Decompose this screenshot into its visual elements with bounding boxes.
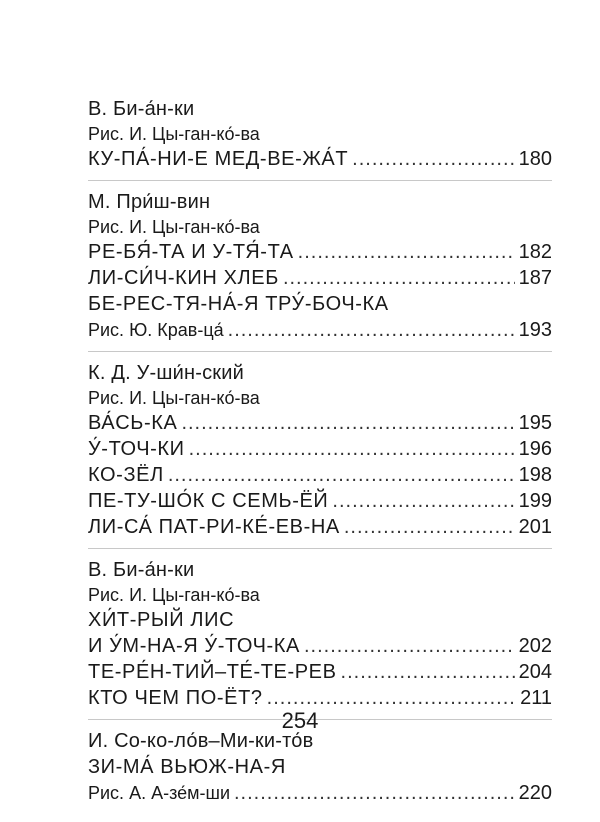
entry-title: У́-ТОЧ-КИ (88, 438, 185, 460)
dot-leader (189, 436, 515, 462)
entry-page: 204 (518, 661, 552, 683)
toc-entry[interactable] (88, 462, 552, 488)
dot-leader (341, 659, 515, 685)
illustrator-credit: Рис. И. Цы-ган-ко́-ва (88, 585, 260, 605)
author-name: К. Д. У-ши́н-ский (88, 362, 245, 384)
author-name: М. При́ш-вин (88, 191, 211, 213)
dot-leader (283, 265, 515, 291)
toc-entry-credit[interactable] (88, 780, 552, 806)
toc-entry[interactable] (88, 239, 552, 265)
toc-entry[interactable] (88, 436, 552, 462)
entry-title: ЛИ-СИ́Ч-КИН ХЛЕБ (88, 267, 279, 289)
toc-section (88, 96, 552, 181)
toc-entry[interactable] (88, 659, 552, 685)
entry-title: ПЕ-ТУ-ШО́К С СЕМЬ-ЁЙ (88, 490, 329, 512)
entry-title: КУ-ПА́-НИ-Е МЕД-ВЕ-ЖА́Т (88, 148, 349, 170)
dot-leader (181, 410, 514, 436)
toc-entry[interactable] (88, 514, 552, 540)
toc-entry[interactable] (88, 410, 552, 436)
dot-leader (352, 146, 514, 172)
toc-entry-credit[interactable] (88, 317, 552, 343)
entry-page: 199 (518, 490, 552, 512)
entry-title: ВА́СЬ-КА (88, 412, 178, 434)
entry-title: КТО ЧЕМ ПО-ЁТ? (88, 687, 263, 709)
entry-title: И У́М-НА-Я У́-ТОЧ-КА (88, 635, 300, 657)
illustrator-credit: Рис. И. Цы-ган-ко́-ва (88, 124, 260, 144)
illustrator-credit: Рис. А. А-зе́м-ши (88, 783, 230, 803)
page-number: 254 (281, 708, 319, 733)
toc-section (88, 189, 552, 352)
toc-entry[interactable] (88, 488, 552, 514)
toc-entry[interactable] (88, 265, 552, 291)
author-name: В. Би-а́н-ки (88, 559, 195, 581)
author-name: И. Со-ко-ло́в–Ми-ки-то́в (88, 730, 314, 752)
entry-title[interactable]: ЗИ-МА́ ВЬЮЖ-НА-Я (88, 756, 286, 778)
toc-entry[interactable] (88, 633, 552, 659)
toc-section (88, 557, 552, 720)
entry-page: 196 (518, 438, 552, 460)
dot-leader (304, 633, 515, 659)
entry-title: ЛИ-СА́ ПАТ-РИ-КЕ́-ЕВ-НА (88, 516, 340, 538)
toc-section (88, 360, 552, 549)
entry-title[interactable]: БЕ-РЕС-ТЯ-НА́-Я ТРУ́-БОЧ-КА (88, 293, 389, 315)
entry-page: 198 (518, 464, 552, 486)
illustrator-credit: Рис. И. Цы-ган-ко́-ва (88, 388, 260, 408)
author-name: В. Би-а́н-ки (88, 98, 195, 120)
entry-title[interactable]: ХИ́Т-РЫЙ ЛИС (88, 609, 235, 631)
entry-title: ТЕ-РЕ́Н-ТИЙ–ТЕ́-ТЕ-РЕВ (88, 661, 337, 683)
entry-page: 211 (520, 687, 552, 709)
dot-leader (298, 239, 515, 265)
illustrator-credit: Рис. И. Цы-ган-ко́-ва (88, 217, 260, 237)
entry-page: 182 (518, 241, 552, 263)
dot-leader (234, 780, 515, 806)
toc-entry[interactable] (88, 146, 552, 172)
dot-leader (344, 514, 515, 540)
illustrator-credit: Рис. Ю. Крав-ца́ (88, 320, 224, 340)
toc-section (88, 728, 552, 814)
dot-leader (228, 317, 515, 343)
entry-page: 202 (518, 635, 552, 657)
entry-page: 187 (518, 267, 552, 289)
entry-page: 220 (518, 782, 552, 804)
entry-title: КО-ЗЁЛ (88, 464, 164, 486)
entry-title: РЕ-БЯ́-ТА И У-ТЯ́-ТА (88, 241, 294, 263)
entry-page: 193 (518, 319, 552, 341)
entry-page: 201 (518, 516, 552, 538)
entry-page: 195 (518, 412, 552, 434)
entry-page: 180 (518, 148, 552, 170)
dot-leader (168, 462, 515, 488)
dot-leader (332, 488, 514, 514)
